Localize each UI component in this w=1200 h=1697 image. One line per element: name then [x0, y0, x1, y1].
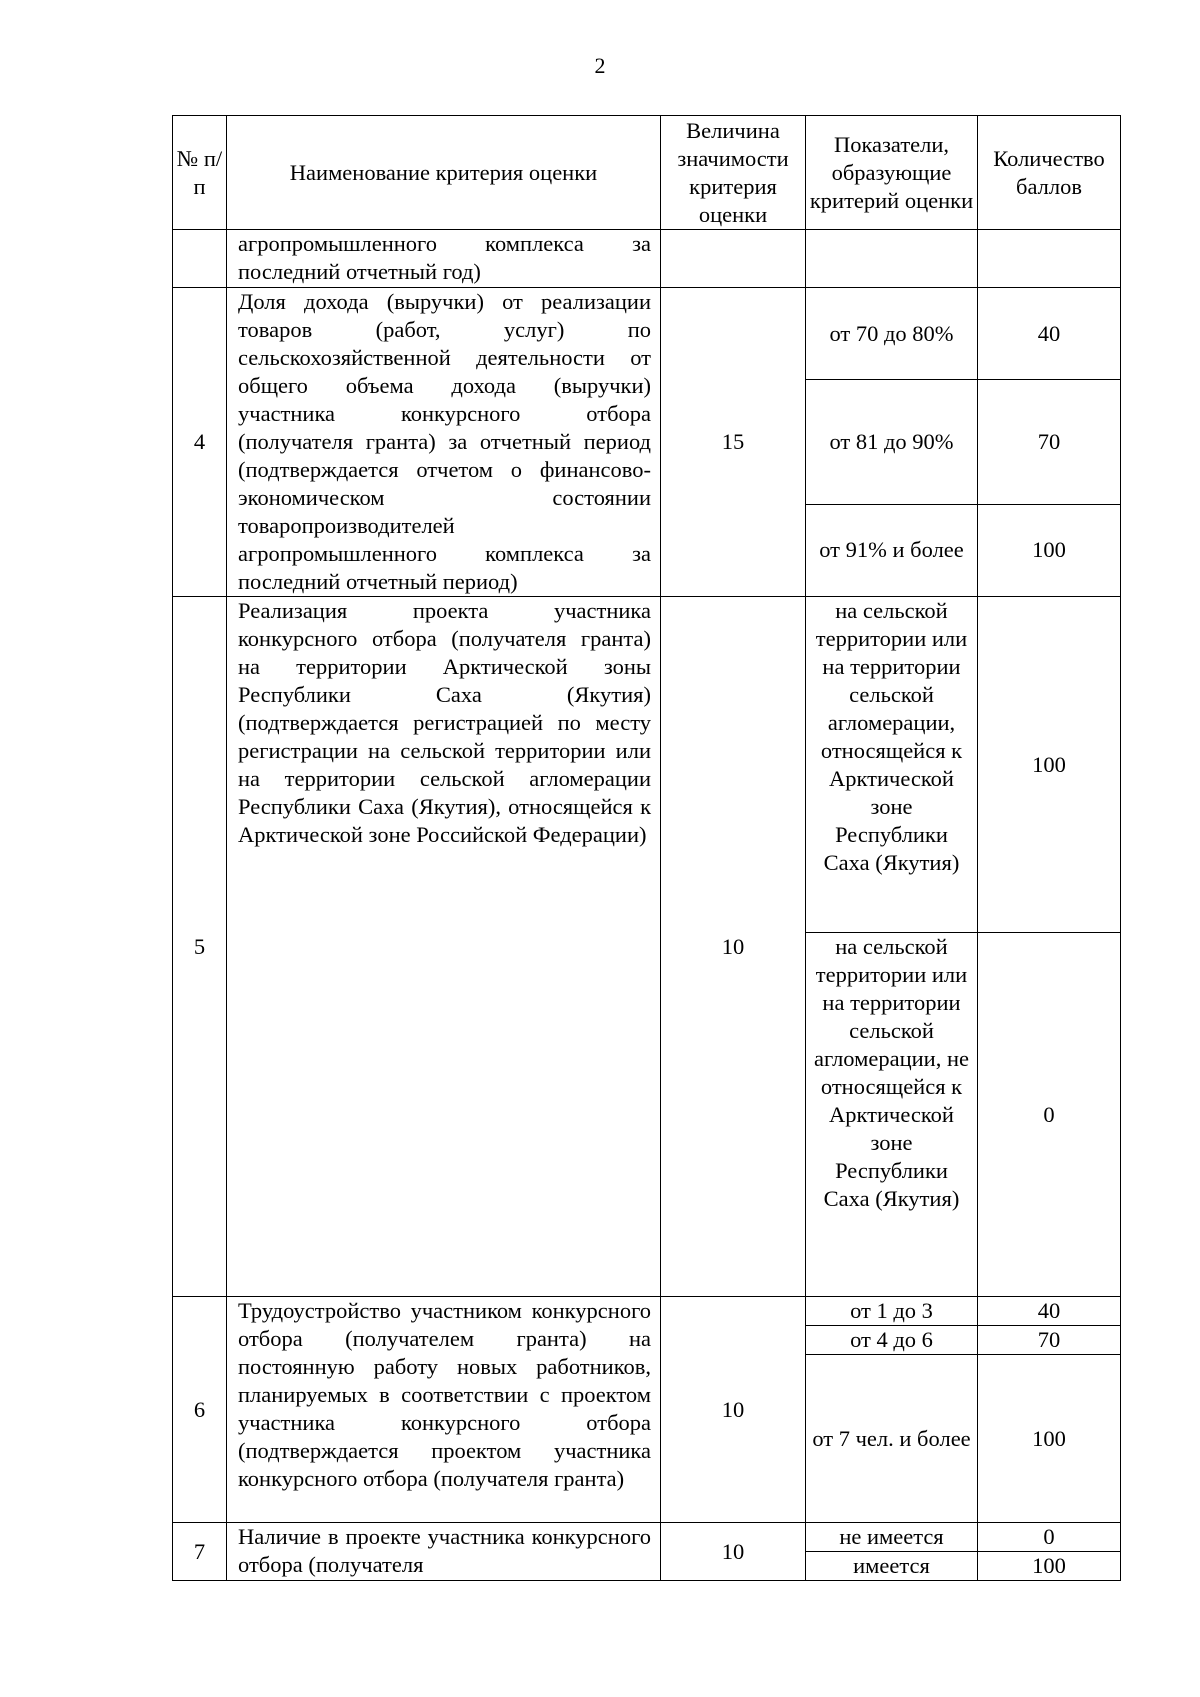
- header-name: Наименование критерия оценки: [227, 116, 661, 230]
- indicator: не имеется: [806, 1523, 978, 1552]
- indicator: на сельской территории или на территории сельской агломерации, относящейся к Арктической зоне Республики Саха (Якутия): [806, 597, 978, 933]
- weight-cell: [661, 230, 806, 288]
- table-row-continuation: [173, 230, 1121, 288]
- indicator: от 4 до 6: [806, 1326, 978, 1355]
- indicator: от 70 до 80%: [806, 288, 978, 380]
- points: 100: [978, 1355, 1121, 1523]
- row-number: 5: [173, 597, 227, 1297]
- criterion-weight: 10: [661, 597, 806, 1297]
- criteria-table: [172, 115, 1121, 1581]
- points: 100: [978, 504, 1121, 596]
- header-weight: Величина значимости критерия оценки: [661, 116, 806, 230]
- row-number: 6: [173, 1297, 227, 1523]
- criterion-weight: 10: [661, 1297, 806, 1523]
- points: 70: [978, 1326, 1121, 1355]
- points: 40: [978, 1297, 1121, 1326]
- indicator: от 1 до 3: [806, 1297, 978, 1326]
- points: 70: [978, 380, 1121, 504]
- indicator: от 7 чел. и более: [806, 1355, 978, 1523]
- table-row: [173, 288, 1121, 380]
- table-row: [173, 597, 1121, 933]
- indicator: от 81 до 90%: [806, 380, 978, 504]
- page-number: 2: [594, 53, 606, 78]
- header-indicators: Показатели, образующие критерий оценки: [806, 116, 978, 230]
- criterion-weight: 15: [661, 288, 806, 597]
- points-cell: [978, 230, 1121, 288]
- table-header-row: [173, 116, 1121, 230]
- points: 40: [978, 288, 1121, 380]
- indicator-cell: [806, 230, 978, 288]
- criterion-name: Доля дохода (выручки) от реализации товаров (работ, услуг) по сельскохозяйственной деятельности от общего объема дохода (выручки) участника конкурсного отбора (получателя гранта) за отчетный период (подтверждается отчетом о финансово-экономическом состоянии товаропроизводителей агропромышленного комплекса за последний отчетный период): [227, 288, 661, 597]
- points: 100: [978, 1552, 1121, 1581]
- criterion-weight: 10: [661, 1523, 806, 1581]
- indicator: имеется: [806, 1552, 978, 1581]
- row-number: 4: [173, 288, 227, 597]
- points: 0: [978, 1523, 1121, 1552]
- indicator: на сельской территории или на территории сельской агломерации, не относящейся к Арктической зоне Республики Саха (Якутия): [806, 933, 978, 1297]
- criterion-name: агропромышленного комплекса за последний отчетный год): [227, 230, 661, 288]
- row-num-cell: [173, 230, 227, 288]
- criterion-name: Трудоустройство участником конкурсного отбора (получателем гранта) на постоянную работу новых работников, планируемых в соответствии с проектом участника конкурсного отбора (подтверждается проектом участника конкурсного отбора (получателя гранта): [227, 1297, 661, 1523]
- criterion-name: Наличие в проекте участника конкурсного отбора (получателя: [227, 1523, 661, 1581]
- points: 0: [978, 933, 1121, 1297]
- row-number: 7: [173, 1523, 227, 1581]
- table-row: [173, 1523, 1121, 1552]
- header-num: № п/п: [173, 116, 227, 230]
- table-row: [173, 1297, 1121, 1326]
- header-points: Количество баллов: [978, 116, 1121, 230]
- indicator: от 91% и более: [806, 504, 978, 596]
- criterion-name: Реализация проекта участника конкурсного отбора (получателя гранта) на территории Арктической зоны Республики Саха (Якутия) (подтверждается регистрацией по месту регистрации на сельской территории или на территории сельской агломерации Республики Саха (Якутия), относящейся к Арктической зоне Российской Федерации): [227, 597, 661, 1297]
- points: 100: [978, 597, 1121, 933]
